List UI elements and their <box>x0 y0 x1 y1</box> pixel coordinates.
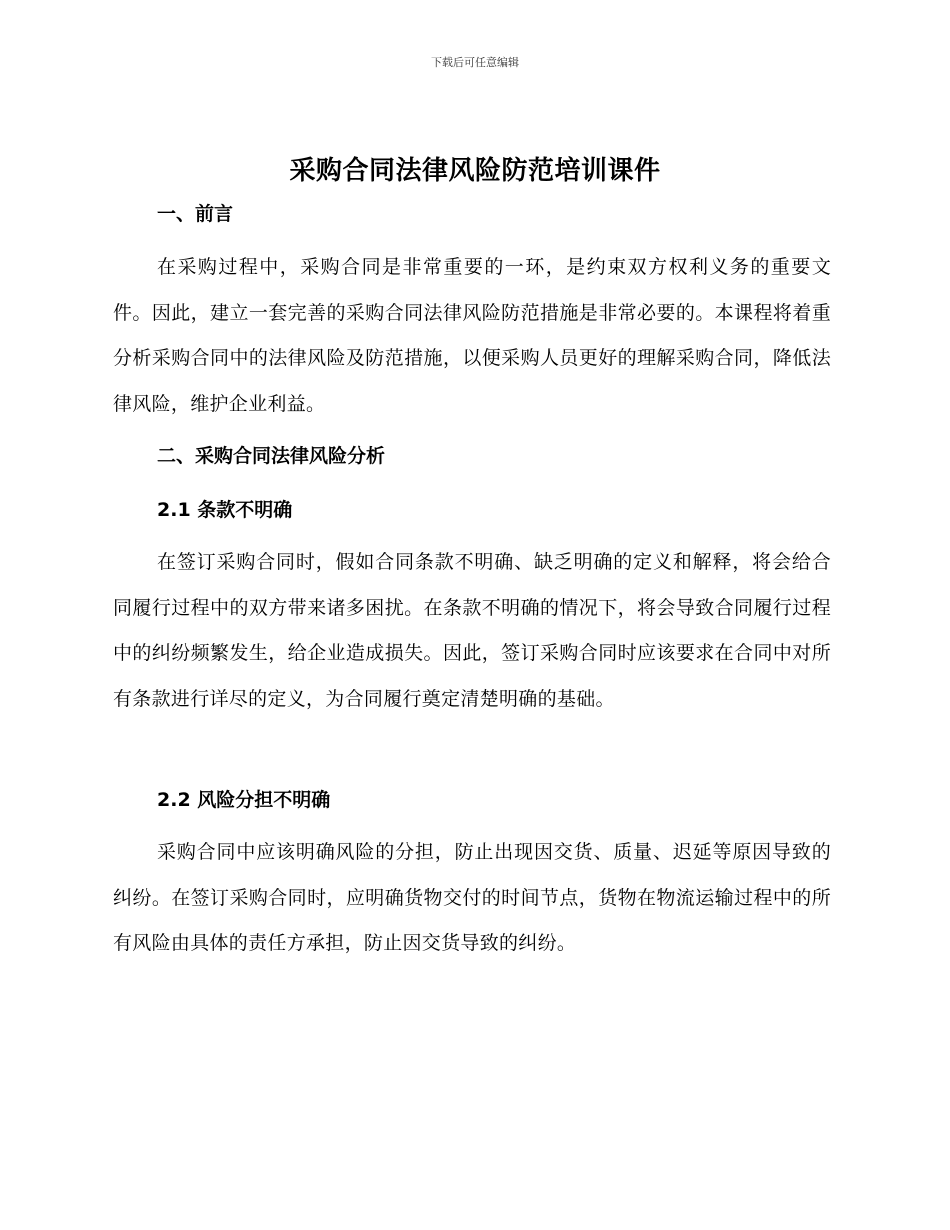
section-heading-preface: 一、前言 <box>157 203 234 225</box>
document-title: 采购合同法律风险防范培训课件 <box>289 156 661 186</box>
section-paragraph-preface: 在采购过程中，采购合同是非常重要的一环，是约束双方权利义务的重要文件。因此，建立一套完善的采购合同法律风险防范措施是非常必要的。本课程将着重分析采购合同中的法律风险及防范措施，以便采购人员更好的理解采购合同，降低法律风险，维护企业利益。 <box>113 256 831 415</box>
section-heading-risk-analysis: 二、采购合同法律风险分析 <box>157 445 386 467</box>
subsection-paragraph-risk-sharing: 采购合同中应该明确风险的分担，防止出现因交货、质量、迟延等原因导致的纠纷。在签订采购合同时，应明确货物交付的时间节点，货物在物流运输过程中的所有风险由具体的责任方承担，防止因交货导致的纠纷。 <box>113 841 831 954</box>
header-note: 下载后可任意编辑 <box>431 56 519 69</box>
subsection-paragraph-unclear-terms: 在签订采购合同时，假如合同条款不明确、缺乏明确的定义和解释，将会给合同履行过程中的双方带来诸多困扰。在条款不明确的情况下，将会导致合同履行过程中的纠纷频繁发生，给企业造成损失。因此，签订采购合同时应该要求在合同中对所有条款进行详尽的定义，为合同履行奠定清楚明确的基础。 <box>113 551 831 710</box>
subsection-heading-unclear-terms: 2.1 条款不明确 <box>157 499 293 521</box>
subsection-heading-risk-sharing: 2.2 风险分担不明确 <box>157 789 331 811</box>
